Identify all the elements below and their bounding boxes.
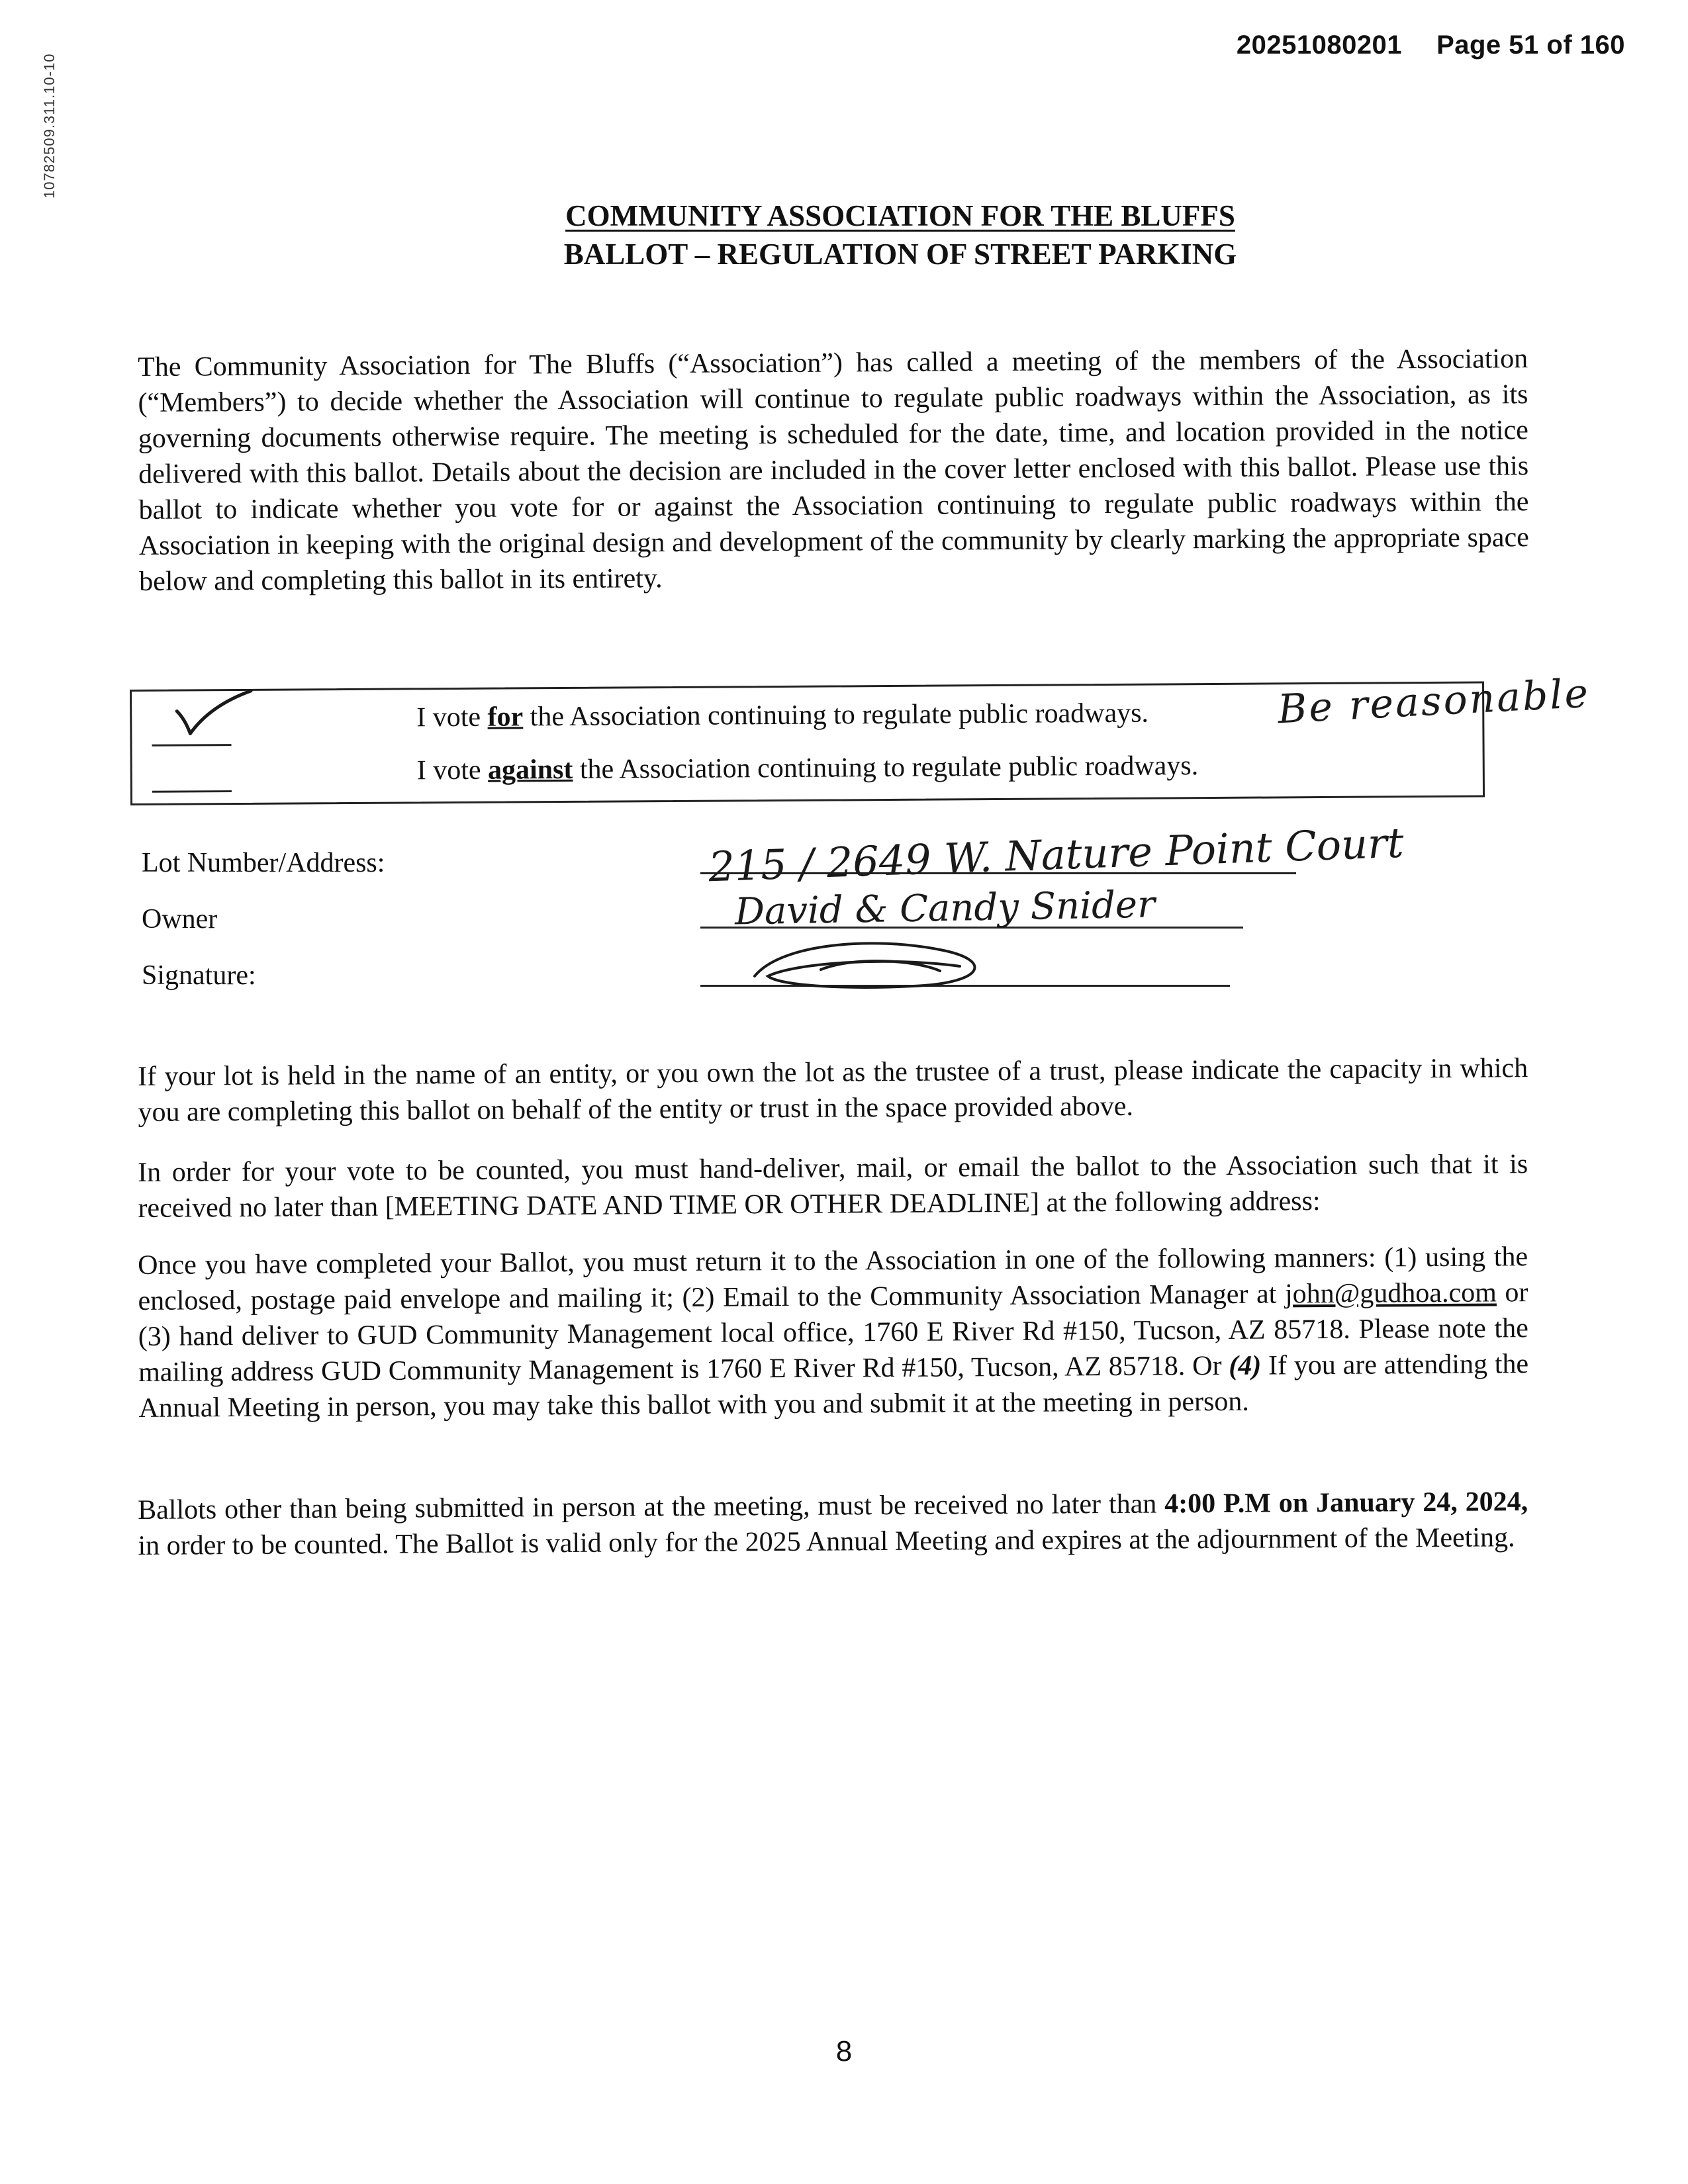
vote-against-keyword: against xyxy=(487,754,573,786)
owner-label: Owner xyxy=(142,904,218,934)
page-header xyxy=(1237,30,1625,60)
manager-email-link[interactable]: john@gudhoa.com xyxy=(1284,1277,1497,1310)
return-text-1: Once you have completed your Ballot, you must return it to the Association in one of the following manners: (1) using the enclosed, postage paid envelope and mailing it; (2) Email to the Community Association Manager at xyxy=(138,1242,1528,1316)
handwritten-note: Be reasonable xyxy=(1276,670,1591,733)
ballot-title: BALLOT – REGULATION OF STREET PARKING xyxy=(563,238,1237,271)
ballots-deadline: 4:00 P.M on January 24, 2024, xyxy=(1164,1486,1528,1520)
return-paragraph xyxy=(138,1239,1529,1426)
signature-label: Signature: xyxy=(142,960,256,991)
return-text-2: or (3) hand deliver to GUD Community Management local office, 1760 E River Rd #150, Tucson, AZ 85718. Please note the mailing address GUD Community Management is 1760 E River Rd #150, Tucson, AZ 85718. Or xyxy=(138,1277,1528,1388)
return-text-3: If you are attending the Annual Meeting in person, you may take this ballot with you and submit it at the meeting in person. xyxy=(138,1349,1529,1424)
intro-paragraph: The Community Association for The Bluffs (“Association”) has called a meeting of the members of the Association (“Members”) to decide whether the Association will continue to regulate public roadways within the Association, as its governing documents otherwise require. The meeting is scheduled for the date, time, and location provided in the notice delivered with this ballot. Details about the decision are included in the cover letter enclosed with this ballot. Please use this ballot to indicate whether you vote for or against the Association continuing to regulate public roadways within the Association in keeping with the original design and development of the community by clearly marking the appropriate space below and completing this ballot in its entirety. xyxy=(138,343,1529,597)
ballots-text-1: Ballots other than being submitted in person at the meeting, must be received no later than xyxy=(138,1488,1165,1525)
lot-address-label: Lot Number/Address: xyxy=(142,848,385,878)
vote-for-prefix: I vote xyxy=(416,702,488,733)
vote-against-blank[interactable] xyxy=(152,790,232,793)
entity-paragraph: If your lot is held in the name of an entity, or you own the lot as the trustee of a trust, please indicate the capacity in which you are completing this ballot on behalf of the entity or trust in the space provided above. xyxy=(138,1053,1528,1128)
vote-for-blank[interactable] xyxy=(152,744,232,747)
lot-address-value[interactable]: 215 / 2649 W. Nature Point Court xyxy=(708,818,1405,891)
association-title: COMMUNITY ASSOCIATION FOR THE BLUFFS xyxy=(565,199,1235,232)
vote-for-suffix: the Association continuing to regulate public roadways. xyxy=(523,698,1149,733)
side-identifier: 10782509.311.10-10 xyxy=(41,53,58,199)
deliver-paragraph: In order for your vote to be counted, you must hand-deliver, mail, or email the ballot to the Association such that it is received no later than [MEETING DATE AND TIME OR OTHER DEADLINE] at the following address: xyxy=(138,1149,1528,1224)
return-option-4: (4) xyxy=(1229,1350,1262,1381)
vote-against-option xyxy=(417,750,1199,786)
signature-mark[interactable] xyxy=(741,930,1019,996)
ballots-deadline-paragraph xyxy=(138,1484,1528,1564)
page-number: 8 xyxy=(835,2035,853,2068)
vote-for-keyword: for xyxy=(487,702,524,733)
vote-against-prefix: I vote xyxy=(416,754,489,786)
document-number: 20251080201 xyxy=(1236,30,1403,60)
vote-for-option xyxy=(416,698,1149,734)
check-mark-icon xyxy=(170,686,256,739)
page-label: Page 51 of 160 xyxy=(1436,30,1625,60)
owner-value[interactable]: David & Candy Snider xyxy=(734,883,1156,934)
vote-against-suffix: the Association continuing to regulate public roadways. xyxy=(573,751,1199,785)
ballots-text-2: in order to be counted. The Ballot is valid only for the 2025 Annual Meeting and expires at the adjournment of the Meeting. xyxy=(138,1522,1515,1561)
